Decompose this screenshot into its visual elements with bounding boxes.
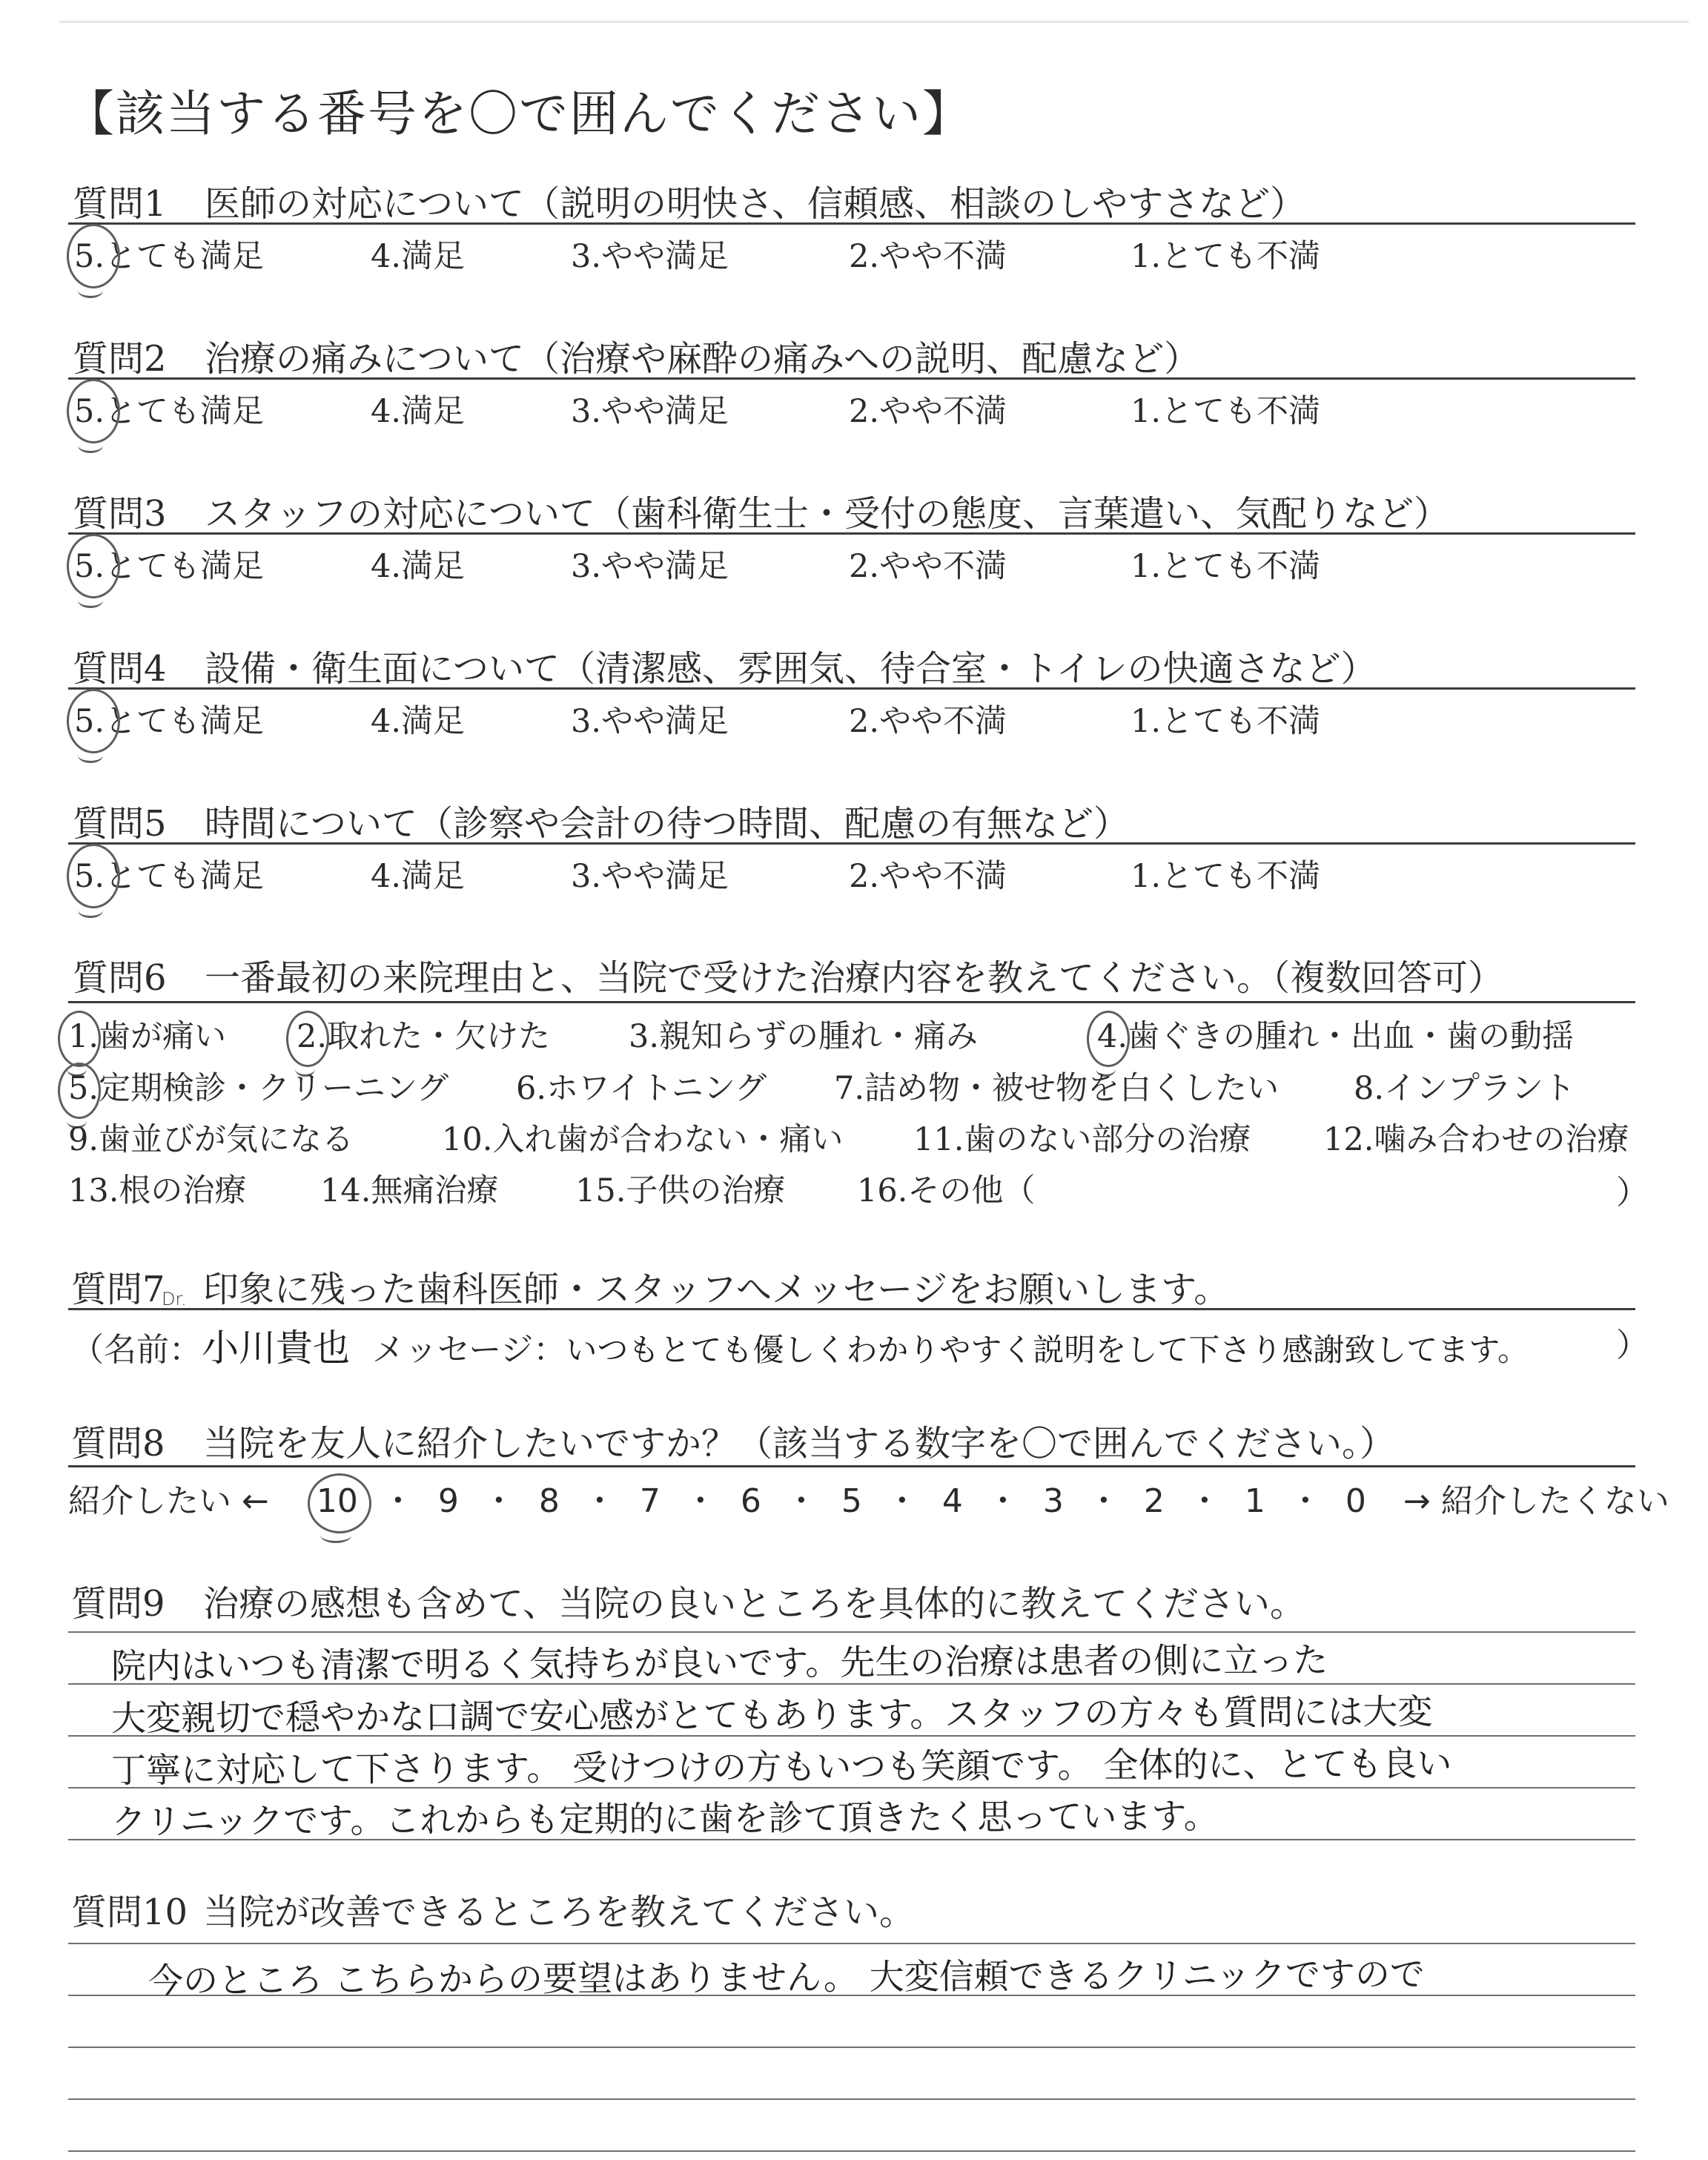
rating-option[interactable] bbox=[571, 386, 729, 432]
rating-option[interactable] bbox=[1131, 386, 1320, 432]
question-text: 医師の対応について（説明の明快さ、信頼感、相談のしやすさなど） bbox=[205, 183, 1306, 225]
question-number: 質問8 bbox=[71, 1423, 165, 1464]
scale-value-6[interactable]: 6 bbox=[740, 1482, 761, 1520]
option-label: 5.とても満足 bbox=[74, 541, 264, 587]
option-label: 歯ぐきの腫れ・出血・歯の動揺 bbox=[1128, 1018, 1575, 1055]
option-number: 12. bbox=[1323, 1121, 1374, 1158]
rating-option[interactable] bbox=[74, 231, 264, 277]
handwritten-line: 丁寧に対応して下さります。 受けつけの方もいつも笑顔です。 全体的に、とても良い bbox=[110, 1743, 1452, 1791]
option-label: 3.やや満足 bbox=[571, 548, 729, 585]
option-label: インプラント bbox=[1384, 1070, 1576, 1107]
option-label: 定期検診・クリーニング bbox=[99, 1070, 449, 1107]
rating-option[interactable] bbox=[1131, 851, 1320, 896]
option-label: 3.やや満足 bbox=[571, 238, 729, 275]
question-6-rule bbox=[68, 1001, 1635, 1003]
rating-option[interactable] bbox=[571, 231, 729, 277]
question-number: 質問3 bbox=[73, 493, 167, 535]
scale-separator: ・ bbox=[1087, 1482, 1120, 1520]
option-label: 2.やや不満 bbox=[849, 858, 1007, 895]
selected-circle-mark bbox=[67, 379, 120, 443]
rating-option[interactable] bbox=[371, 541, 465, 587]
option-label: 4.満足 bbox=[371, 238, 466, 275]
option-label: 4.満足 bbox=[371, 858, 466, 895]
rating-option[interactable] bbox=[571, 851, 729, 896]
checkbox-option-16[interactable] bbox=[857, 1166, 1035, 1211]
option-label: 2.やや不満 bbox=[849, 393, 1007, 430]
option-label: 子供の治療 bbox=[626, 1172, 786, 1209]
option-label: ホワイトニング bbox=[546, 1070, 767, 1107]
rating-option[interactable] bbox=[371, 696, 465, 742]
question-text: 当院を友人に紹介したいですか？（該当する数字を〇で囲んでください。） bbox=[203, 1423, 1396, 1464]
checkbox-option-1[interactable] bbox=[68, 1011, 226, 1057]
option-label: 4.満足 bbox=[371, 703, 466, 740]
checkbox-option-10[interactable] bbox=[442, 1114, 843, 1160]
option-number: 3. bbox=[629, 1018, 660, 1055]
question-5-title bbox=[73, 795, 1129, 846]
rating-option[interactable] bbox=[74, 851, 264, 896]
name-label: （名前： bbox=[71, 1331, 202, 1369]
checkbox-option-8[interactable] bbox=[1354, 1063, 1575, 1109]
question-text: 治療の感想も含めて、当院の良いところを具体的に教えてください。 bbox=[203, 1583, 1306, 1625]
scale-value-10[interactable]: 10 bbox=[317, 1482, 358, 1520]
rating-option[interactable] bbox=[74, 696, 264, 742]
question-text: 印象に残った歯科医師・スタッフへメッセージをお願いします。 bbox=[203, 1269, 1230, 1310]
option-number: 4. bbox=[1097, 1018, 1128, 1055]
rating-option[interactable] bbox=[371, 386, 465, 432]
question-1-rule bbox=[68, 222, 1635, 225]
checkbox-option-14[interactable] bbox=[320, 1166, 498, 1211]
handwritten-line: 今のところ こちらからの要望はありません。 大変信頼できるクリニックですので bbox=[148, 1954, 1426, 2002]
option-label: 3.やや満足 bbox=[571, 703, 729, 740]
scale-value-3[interactable]: 3 bbox=[1042, 1482, 1064, 1520]
question-2-title bbox=[73, 330, 1199, 381]
option-label: 取れた・欠けた bbox=[327, 1018, 551, 1055]
selected-circle-mark bbox=[67, 534, 120, 598]
question-number: 質問10 bbox=[71, 1892, 188, 1933]
selected-circle-mark bbox=[308, 1473, 371, 1533]
option-label: 3.やや満足 bbox=[571, 393, 729, 430]
question-3-rule bbox=[68, 532, 1635, 535]
option-number: 9. bbox=[68, 1121, 99, 1158]
scale-left-label: 紹介したい ← bbox=[68, 1482, 269, 1520]
option-label: 1.とても不満 bbox=[1131, 548, 1321, 585]
question-7-answer bbox=[71, 1318, 1529, 1372]
question-1-title bbox=[73, 175, 1305, 226]
option-label: 根の治療 bbox=[119, 1172, 247, 1209]
question-number: 質問6 bbox=[73, 957, 167, 999]
message-close-paren: ） bbox=[1616, 1327, 1649, 1364]
option-label: 無痛治療 bbox=[371, 1172, 499, 1209]
checkbox-option-4[interactable] bbox=[1097, 1011, 1574, 1057]
selected-circle-mark bbox=[67, 689, 120, 753]
recommend-scale bbox=[68, 1474, 1669, 1522]
question-text: 一番最初の来院理由と、当院で受けた治療内容を教えてください。（複数回答可） bbox=[205, 957, 1504, 999]
checkbox-option-5[interactable] bbox=[68, 1063, 448, 1109]
scale-value-0[interactable]: 0 bbox=[1345, 1482, 1366, 1520]
rating-option[interactable] bbox=[74, 541, 264, 587]
handwritten-line: クリニックです。これからも定期的に歯を診て頂きたく思っています。 bbox=[110, 1796, 1219, 1843]
answer-rule bbox=[68, 2098, 1635, 2100]
option-label: 入れ歯が合わない・痛い bbox=[492, 1121, 844, 1158]
question-6-title bbox=[73, 949, 1503, 1000]
scale-separator: ・ bbox=[683, 1482, 717, 1520]
option-label: 2.やや不満 bbox=[849, 548, 1007, 585]
option-label: 噛み合わせの治療 bbox=[1374, 1121, 1629, 1158]
option-label: 親知らずの腫れ・痛み bbox=[659, 1018, 979, 1055]
option-label: 2.やや不満 bbox=[849, 703, 1007, 740]
scale-separator: ・ bbox=[986, 1482, 1019, 1520]
question-number: 質問5 bbox=[73, 803, 167, 845]
question-5-rule bbox=[68, 842, 1635, 845]
option-label: 1.とても不満 bbox=[1131, 858, 1321, 895]
scale-separator: ・ bbox=[482, 1482, 515, 1520]
question-2-rule bbox=[68, 377, 1635, 380]
option-label: 1.とても不満 bbox=[1131, 393, 1321, 430]
question-number: 質問2 bbox=[73, 338, 167, 380]
rating-option[interactable] bbox=[849, 541, 1007, 587]
scale-value-7[interactable]: 7 bbox=[639, 1482, 661, 1520]
rating-option[interactable] bbox=[74, 386, 264, 432]
message-label: メッセージ： bbox=[372, 1331, 566, 1369]
rating-option[interactable] bbox=[1131, 541, 1320, 587]
scale-separator: ・ bbox=[1188, 1482, 1221, 1520]
scale-value-9[interactable]: 9 bbox=[437, 1482, 459, 1520]
answer-rule bbox=[68, 2150, 1635, 2152]
question-7-rule bbox=[68, 1308, 1635, 1310]
option-label: 1.とても不満 bbox=[1131, 238, 1321, 275]
question-text: 設備・衛生面について（清潔感、雰囲気、待合室・トイレの快適さなど） bbox=[205, 648, 1377, 690]
rating-option[interactable] bbox=[571, 696, 729, 742]
option-number: 16. bbox=[857, 1172, 908, 1209]
option-number: 6. bbox=[516, 1070, 547, 1107]
option-label: 5.とても満足 bbox=[74, 851, 264, 896]
answer-rule bbox=[68, 1631, 1635, 1633]
option-label: 5.とても満足 bbox=[74, 696, 264, 742]
question-number: 質問9 bbox=[71, 1583, 165, 1625]
question-text: 時間について（診察や会計の待つ時間、配慮の有無など） bbox=[205, 803, 1130, 845]
option-label: 歯のない部分の治療 bbox=[964, 1121, 1251, 1158]
option-number: 2. bbox=[297, 1018, 327, 1055]
other-close-paren: ） bbox=[1616, 1174, 1649, 1212]
option-number: 5. bbox=[68, 1070, 99, 1107]
handwritten-line: 院内はいつも清潔で明るく気持ちが良いです。先生の治療は患者の側に立った bbox=[110, 1639, 1328, 1688]
scale-value-4[interactable]: 4 bbox=[941, 1482, 963, 1520]
scale-separator: ・ bbox=[1288, 1482, 1322, 1520]
option-label: 4.満足 bbox=[371, 548, 466, 585]
option-label: 5.とても満足 bbox=[74, 231, 264, 277]
option-label: 4.満足 bbox=[371, 393, 466, 430]
checkbox-option-13[interactable] bbox=[68, 1166, 246, 1211]
option-number: 7. bbox=[834, 1070, 865, 1107]
rating-option[interactable] bbox=[849, 851, 1007, 896]
option-label: その他（ bbox=[907, 1172, 1036, 1209]
rating-option[interactable] bbox=[849, 386, 1007, 432]
option-label: 詰め物・被せ物を白くしたい bbox=[864, 1070, 1280, 1107]
top-border bbox=[59, 21, 1689, 23]
selected-circle-mark bbox=[58, 1011, 101, 1067]
option-number: 8. bbox=[1354, 1070, 1385, 1107]
question-3-title bbox=[73, 485, 1449, 536]
checkbox-option-7[interactable] bbox=[834, 1063, 1279, 1109]
question-text: 治療の痛みについて（治療や麻酔の痛みへの説明、配慮など） bbox=[205, 338, 1200, 380]
scale-value-8[interactable]: 8 bbox=[538, 1482, 560, 1520]
scale-separator: ・ bbox=[583, 1482, 616, 1520]
selected-circle-mark bbox=[67, 844, 120, 908]
selected-circle-mark bbox=[58, 1063, 101, 1119]
scale-separator: ・ bbox=[381, 1482, 414, 1520]
option-label: 歯並びが気になる bbox=[99, 1121, 354, 1158]
option-number: 15. bbox=[575, 1172, 626, 1209]
option-number: 11. bbox=[913, 1121, 964, 1158]
handwritten-line: 大変親切で穏やかな口調で安心感がとてもあります。スタッフの方々も質問には大変 bbox=[110, 1691, 1433, 1740]
dr-mark: Dr. bbox=[162, 1289, 187, 1309]
page-header: 【該当する番号を〇で囲んでください】 bbox=[65, 85, 973, 142]
selected-circle-mark bbox=[67, 224, 120, 288]
option-number: 10. bbox=[442, 1121, 493, 1158]
scale-separator: ・ bbox=[885, 1482, 918, 1520]
option-label: 5.とても満足 bbox=[74, 386, 264, 432]
rating-option[interactable] bbox=[849, 231, 1007, 277]
option-label: 歯が痛い bbox=[99, 1018, 227, 1055]
scale-value-2[interactable]: 2 bbox=[1143, 1482, 1165, 1520]
option-number: 1. bbox=[68, 1018, 99, 1055]
question-number: 質問1 bbox=[73, 183, 167, 225]
name-handwritten: 小川貴也 bbox=[202, 1327, 350, 1370]
checkbox-option-3[interactable] bbox=[629, 1011, 978, 1057]
scale-separator: ・ bbox=[784, 1482, 818, 1520]
question-8-title bbox=[71, 1415, 1395, 1466]
question-number: 質問4 bbox=[73, 648, 167, 690]
message-handwritten: いつもとても優しくわかりやすく説明をして下さり感謝致してます。 bbox=[566, 1332, 1529, 1368]
answer-rule bbox=[68, 1943, 1635, 1944]
question-4-rule bbox=[68, 687, 1635, 690]
rating-option[interactable] bbox=[849, 696, 1007, 742]
checkbox-option-9[interactable] bbox=[68, 1114, 354, 1160]
question-10-title bbox=[71, 1883, 915, 1935]
question-number: 質問7 bbox=[71, 1269, 165, 1310]
option-label: 2.やや不満 bbox=[849, 238, 1007, 275]
scale-value-1[interactable]: 1 bbox=[1244, 1482, 1265, 1520]
question-4-title bbox=[73, 640, 1377, 691]
question-text: スタッフの対応について（歯科衛生士・受付の態度、言葉遣い、気配りなど） bbox=[205, 493, 1450, 535]
scale-right-label: → 紹介したくない bbox=[1403, 1482, 1669, 1520]
question-9-title bbox=[71, 1575, 1305, 1626]
option-number: 13. bbox=[68, 1172, 119, 1209]
option-number: 14. bbox=[320, 1172, 371, 1209]
question-7-title bbox=[71, 1261, 1229, 1312]
rating-option[interactable] bbox=[1131, 231, 1320, 277]
rating-option[interactable] bbox=[371, 851, 465, 896]
checkbox-option-6[interactable] bbox=[516, 1063, 767, 1109]
checkbox-option-15[interactable] bbox=[575, 1166, 785, 1211]
checkbox-option-11[interactable] bbox=[913, 1114, 1251, 1160]
checkbox-option-2[interactable] bbox=[297, 1011, 550, 1057]
selected-circle-mark bbox=[1087, 1011, 1130, 1067]
question-text: 当院が改善できるところを教えてください。 bbox=[203, 1892, 916, 1933]
rating-option[interactable] bbox=[1131, 696, 1320, 742]
question-8-rule bbox=[68, 1465, 1635, 1467]
rating-option[interactable] bbox=[371, 231, 465, 277]
option-label: 1.とても不満 bbox=[1131, 703, 1321, 740]
selected-circle-mark bbox=[286, 1011, 329, 1067]
scale-value-5[interactable]: 5 bbox=[841, 1482, 862, 1520]
answer-rule bbox=[68, 2047, 1635, 2048]
option-label: 3.やや満足 bbox=[571, 858, 729, 895]
checkbox-option-12[interactable] bbox=[1323, 1114, 1629, 1160]
rating-option[interactable] bbox=[571, 541, 729, 587]
